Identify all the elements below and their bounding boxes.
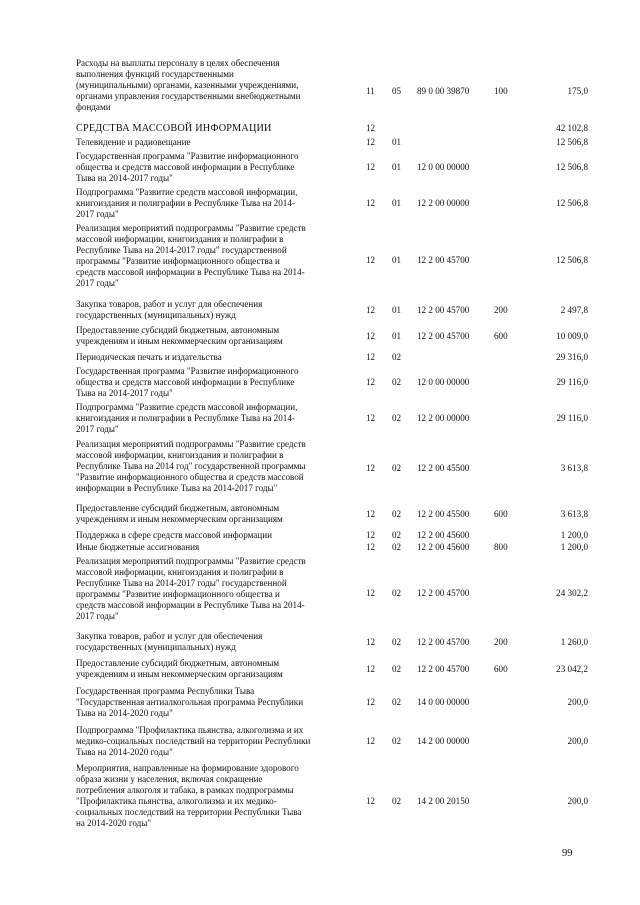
row-section-code: 12 (366, 463, 376, 473)
row-name: Закупка товаров, работ и услуг для обеспечения государственных (муниципальных) нужд (76, 631, 263, 652)
row-amount: 29 316,0 (556, 352, 588, 362)
row-subsection-code: 05 (392, 86, 402, 96)
row-section-code: 12 (366, 377, 376, 387)
row-subsection-code: 02 (392, 697, 402, 707)
row-subsection-code: 02 (392, 463, 402, 473)
row-target-article: 12 2 00 00000 (417, 413, 470, 423)
row-section-code: 12 (366, 664, 376, 674)
row-amount: 2 497,8 (560, 305, 588, 315)
row-name: Подпрограмма "Развитие средств массовой информации, книгоиздания и полиграфии в Республике Тыва на 2014- 2017 годы" (76, 187, 298, 219)
row-name: Реализация мероприятий подпрограммы "Развитие средств массовой информации, книгоиздания и полиграфии в Республике Тыва на 2014-2017 годы" государственной программы "Развитие информационного общества и средств массовой информации в Республике Тыва на 2014- 2017 годы" (76, 556, 306, 621)
row-amount: 12 506,8 (556, 255, 588, 265)
row-subsection-code: 02 (392, 352, 402, 362)
row-section-code: 12 (366, 123, 376, 133)
row-name: Государственная программа Республики Тыва "Государственная антиалкогольная программа Республики Тыва на 2014-2020 годы" (76, 686, 304, 718)
row-target-article: 12 2 00 45700 (417, 637, 470, 647)
row-target-article: 14 0 00 00000 (417, 697, 470, 707)
row-name: Реализация мероприятий подпрограммы "Развитие средств массовой информации, книгоиздания и полиграфии в Республике Тыва на 2014-2017 годы" государственной программы "Развитие информационного общества и средств массовой информации в Республике Тыва на 2014- 2017 годы" (76, 223, 306, 288)
row-name: Государственная программа "Развитие информационного общества и средств массовой информации в Республике Тыва на 2014-2017 годы" (76, 366, 299, 398)
row-subsection-code: 02 (392, 377, 402, 387)
row-section-code: 12 (366, 305, 376, 315)
row-name: Мероприятия, направленные на формирование здорового образа жизни у населения, включая сокращение потребления алкоголя и табака, в рамках подпрограммы "Профилактика пьянства, алкоголизма и их медико- социальных последствий на территории Республики Тыва на 2014-2020 годы" (76, 763, 302, 828)
row-target-article: 12 2 00 45700 (417, 664, 470, 674)
row-subsection-code: 02 (392, 588, 402, 598)
row-name: Предоставление субсидий бюджетным, автономным учреждениям и иным некоммерческим организациям (76, 325, 283, 346)
row-section-code: 12 (366, 736, 376, 746)
row-subsection-code: 02 (392, 664, 402, 674)
row-section-code: 12 (366, 198, 376, 208)
row-amount: 42 102,8 (556, 123, 588, 133)
row-target-article: 12 2 00 45600 (417, 542, 470, 552)
row-name: Закупка товаров, работ и услуг для обеспечения государственных (муниципальных) нужд (76, 299, 263, 320)
row-section-code: 12 (366, 542, 376, 552)
row-name: Иные бюджетные ассигнования (76, 542, 200, 552)
row-expense-type: 800 (494, 542, 508, 552)
row-amount: 200,0 (567, 796, 588, 806)
row-name: Государственная программа "Развитие информационного общества и средств массовой информации в Республике Тыва на 2014-2017 годы" (76, 151, 299, 183)
row-amount: 10 009,0 (556, 331, 588, 341)
row-name: Периодическая печать и издательства (76, 352, 222, 362)
row-section-code: 12 (366, 331, 376, 341)
row-amount: 29 116,0 (556, 413, 588, 423)
row-subsection-code: 02 (392, 413, 402, 423)
row-section-code: 12 (366, 697, 376, 707)
row-section-code: 11 (366, 86, 375, 96)
row-expense-type: 100 (494, 86, 508, 96)
row-section-code: 12 (366, 796, 376, 806)
row-target-article: 12 2 00 45700 (417, 255, 470, 265)
row-subsection-code: 02 (392, 637, 402, 647)
row-amount: 200,0 (567, 697, 588, 707)
row-subsection-code: 01 (392, 198, 402, 208)
row-name: Поддержка в сфере средств массовой информации (76, 530, 272, 540)
row-subsection-code: 01 (392, 305, 402, 315)
page-number: 99 (562, 848, 573, 859)
row-target-article: 12 0 00 00000 (417, 377, 470, 387)
row-name: СРЕДСТВА МАССОВОЙ ИНФОРМАЦИИ (76, 123, 272, 134)
row-subsection-code: 02 (392, 736, 402, 746)
row-name: Телевидение и радиовещание (76, 137, 191, 147)
row-amount: 3 613,8 (560, 463, 588, 473)
row-subsection-code: 02 (392, 509, 402, 519)
row-target-article: 12 2 00 45700 (417, 331, 470, 341)
row-section-code: 12 (366, 637, 376, 647)
row-section-code: 12 (366, 137, 376, 147)
row-amount: 12 506,8 (556, 162, 588, 172)
row-expense-type: 200 (494, 637, 508, 647)
row-amount: 1 260,0 (560, 637, 588, 647)
row-name: Расходы на выплаты персоналу в целях обеспечения выполнения функций государственными (муниципальными) органами, казенными учреждениями, органами управления государственными внебюджетными фондами (76, 58, 301, 112)
row-subsection-code: 01 (392, 255, 402, 265)
row-target-article: 12 2 00 45500 (417, 509, 470, 519)
row-section-code: 12 (366, 509, 376, 519)
row-amount: 200,0 (567, 736, 588, 746)
row-target-article: 89 0 00 39870 (417, 86, 470, 96)
row-target-article: 12 2 00 45600 (417, 530, 470, 540)
row-section-code: 12 (366, 588, 376, 598)
row-amount: 1 200,0 (560, 542, 588, 552)
row-section-code: 12 (366, 255, 376, 265)
row-amount: 12 506,8 (556, 198, 588, 208)
row-section-code: 12 (366, 352, 376, 362)
row-expense-type: 600 (494, 331, 508, 341)
row-expense-type: 600 (494, 509, 508, 519)
row-section-code: 12 (366, 162, 376, 172)
row-name: Предоставление субсидий бюджетным, автономным учреждениям и иным некоммерческим организациям (76, 658, 283, 679)
row-amount: 23 042,2 (556, 664, 588, 674)
row-subsection-code: 01 (392, 162, 402, 172)
row-expense-type: 200 (494, 305, 508, 315)
row-amount: 175,0 (567, 86, 588, 96)
row-amount: 24 302,2 (556, 588, 588, 598)
row-subsection-code: 01 (392, 331, 402, 341)
row-amount: 29 116,0 (556, 377, 588, 387)
row-target-article: 12 2 00 00000 (417, 198, 470, 208)
row-name: Предоставление субсидий бюджетным, автономным учреждениям и иным некоммерческим организациям (76, 503, 283, 524)
row-section-code: 12 (366, 413, 376, 423)
row-amount: 1 200,0 (560, 530, 588, 540)
row-name: Подпрограмма "Развитие средств массовой информации, книгоиздания и полиграфии в Республике Тыва на 2014- 2017 годы" (76, 402, 298, 434)
row-target-article: 12 2 00 45700 (417, 305, 470, 315)
row-name: Реализация мероприятий подпрограммы "Развитие средств массовой информации, книгоиздания и полиграфии в Республике Тыва на 2014 год" государственной программы "Развитие информационного общества и средств массовой информации в Республике Тыва на 2014-2017 годы" (76, 439, 306, 493)
row-target-article: 12 2 00 45500 (417, 463, 470, 473)
row-subsection-code: 02 (392, 530, 402, 540)
row-amount: 3 613,8 (560, 509, 588, 519)
row-section-code: 12 (366, 530, 376, 540)
row-expense-type: 600 (494, 664, 508, 674)
row-amount: 12 506,8 (556, 137, 588, 147)
row-target-article: 12 0 00 00000 (417, 162, 470, 172)
row-name: Подпрограмма "Профилактика пьянства, алкоголизма и их медико-социальных последствий на территории Республики Тыва на 2014-2020 годы" (76, 725, 311, 757)
row-subsection-code: 02 (392, 542, 402, 552)
row-subsection-code: 01 (392, 137, 402, 147)
row-subsection-code: 02 (392, 796, 402, 806)
row-target-article: 12 2 00 45700 (417, 588, 470, 598)
row-target-article: 14 2 00 00000 (417, 736, 470, 746)
row-target-article: 14 2 00 20150 (417, 796, 470, 806)
